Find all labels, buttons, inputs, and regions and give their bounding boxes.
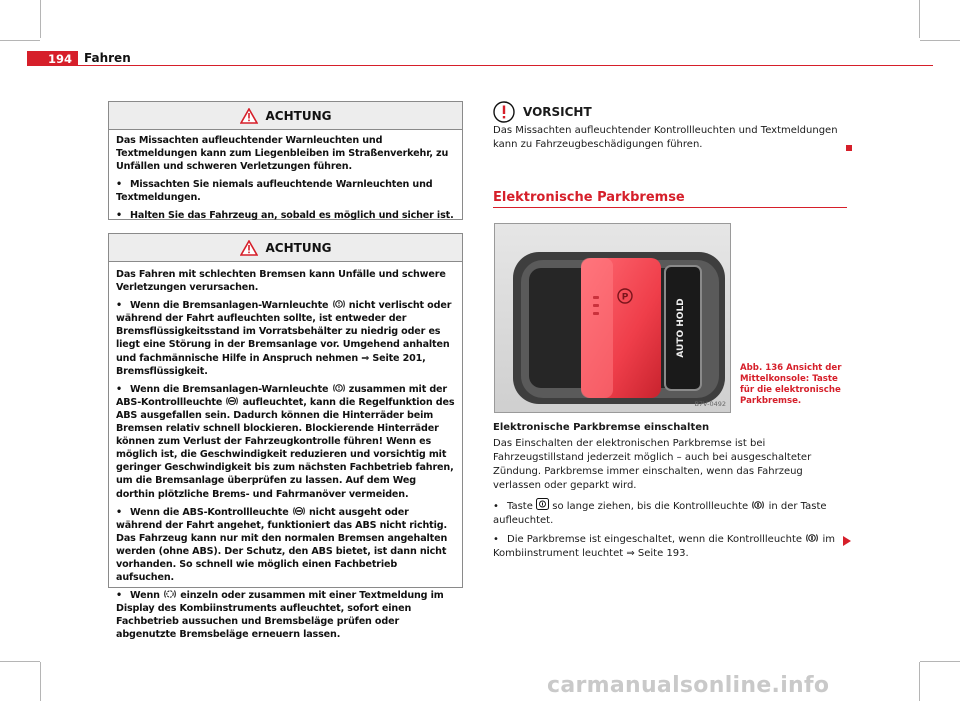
warning-bullet: • Wenn die ABS-Kontrollleuchte nicht ausgeht oder während der Fahrt angehet, funktioniert das ABS nicht richtig. Das Fahrzeug kann nur mit den normalen Bremsen angehalten werden (ohne ABS). Der Schutz, den ABS bietet, ist dann nicht vorhanden. So schnell wie möglich einen Fachbetrieb aufsuchen.	[116, 506, 448, 584]
crop-mark	[0, 661, 40, 662]
warning-intro: Das Fahren mit schlechten Bremsen kann Unfälle und schwere Verletzungen verursachen.	[116, 269, 446, 294]
warning-bullet: • Wenn einzeln oder zusammen mit einer Textmeldung im Display des Kombiinstruments aufleuchtet, sofort einen Fachbetrieb aussuchen und Bremsbeläge prüfen oder abgenutzte Bremsbeläge erneuern lassen.	[116, 590, 444, 641]
crop-mark	[920, 40, 960, 41]
figure-parking-brake	[494, 223, 731, 413]
parking-brake-light-icon	[751, 500, 765, 510]
warning-box-1	[108, 101, 463, 220]
crop-mark	[920, 661, 960, 662]
brake-warning-icon	[332, 383, 346, 393]
chapter-title: Fahren	[84, 51, 131, 65]
subheading: Elektronische Parkbremse einschalten	[493, 422, 710, 433]
warning-triangle-icon	[240, 108, 258, 124]
warning-title: ACHTUNG	[265, 108, 332, 123]
crop-mark	[0, 40, 40, 41]
parking-brake-light-icon	[805, 533, 819, 543]
crop-mark	[919, 0, 920, 38]
end-marker	[846, 145, 852, 151]
warning-bullet: • Wenn die Bremsanlagen-Warnleuchte zusammen mit der ABS-Kontrollleuchte aufleuchtet, kann die Regelfunktion des ABS ausgefallen sein. Dadurch können die Hinterräder beim Bremsen relativ schnell blockieren. Blockierende Hinterräder können zum Verlust der Fahrzeugkontrolle führen! Wenn es möglich ist, die Geschwindigkeit reduzieren und vorsichtig mit geringer Geschwindigkeit bis zum nächsten Fachbetrieb fahren, um die Bremsanlage überprüfen zu lassen. Auf dem Weg dorthin plötzliche Brems- und Fahrmanöver vermeiden.	[116, 383, 455, 500]
figure-code: B7V-0492	[694, 400, 726, 408]
caution-exclamation-icon	[493, 101, 515, 123]
paragraph: Das Einschalten der elektronischen Parkbremse ist bei Fahrzeugstillstand jederzeit möglich – auch bei ausgeschalteter Zündung. Parkbremse immer einschalten, wenn das Fahrzeug verlassen oder geparkt wird.	[493, 438, 812, 491]
section-title: Elektronische Parkbremse	[493, 190, 685, 205]
caution-title: VORSICHT	[523, 105, 592, 119]
warning-bullet: • Wenn die Bremsanlagen-Warnleuchte nicht verlischt oder während der Fahrt aufleuchten sollte, ist entweder der Bremsflüssigkeitsstand im Vorratsbehälter zu niedrig oder es liegt eine Störung in der Bremsanlage vor. Umgehend anhalten und fachmännische Hilfe in Anspruch nehmen ⇒ Seite 201, Bremsflüssigkeit.	[116, 300, 452, 377]
warning-title: ACHTUNG	[265, 240, 332, 255]
warning-header	[109, 102, 462, 130]
figure-caption: Abb. 136 Ansicht der Mittelkonsole: Taste für die elektronische Parkbremse.	[740, 363, 842, 406]
parking-button-icon	[536, 498, 549, 510]
body-text	[493, 437, 853, 566]
p-symbol: P	[621, 292, 629, 303]
body-bullet: • Die Parkbremse ist eingeschaltet, wenn die Kontrollleuchte im Kombiinstrument leuchtet ⇒ Seite 193.	[493, 534, 835, 559]
crop-mark	[40, 662, 41, 701]
auto-hold-label: AUTO HOLD	[676, 298, 686, 358]
brake-pad-icon	[163, 589, 177, 599]
abs-icon	[292, 506, 306, 516]
warning-triangle-icon	[240, 240, 258, 256]
caution-text: Das Missachten aufleuchtender Kontrollleuchten und Textmeldungen kann zu Fahrzeugbeschädigungen führen.	[493, 125, 838, 150]
crop-mark	[919, 662, 920, 701]
warning-bullet: • Halten Sie das Fahrzeug an, sobald es möglich und sicher ist.	[116, 210, 454, 222]
section-rule	[493, 207, 847, 208]
header-rule	[78, 65, 933, 66]
page-number: 194	[27, 51, 78, 66]
body-bullet: • Taste so lange ziehen, bis die Kontrollleuchte in der Taste aufleuchtet.	[493, 498, 853, 528]
warning-intro: Das Missachten aufleuchtender Warnleuchten und Textmeldungen kann zum Liegenbleiben im Straßenverkehr, zu Unfällen und schweren Verletzungen führen.	[116, 135, 449, 173]
warning-header	[109, 234, 462, 262]
abs-icon	[225, 396, 239, 406]
crop-mark	[40, 0, 41, 38]
continue-arrow-icon	[843, 536, 851, 546]
warning-box-2	[108, 233, 463, 641]
console-illustration	[495, 224, 731, 413]
caution-header	[493, 101, 592, 123]
watermark: carmanualsonline.info	[547, 673, 830, 698]
brake-warning-icon	[332, 299, 346, 309]
warning-bullet: • Missachten Sie niemals aufleuchtende Warnleuchten und Textmeldungen.	[116, 179, 433, 204]
